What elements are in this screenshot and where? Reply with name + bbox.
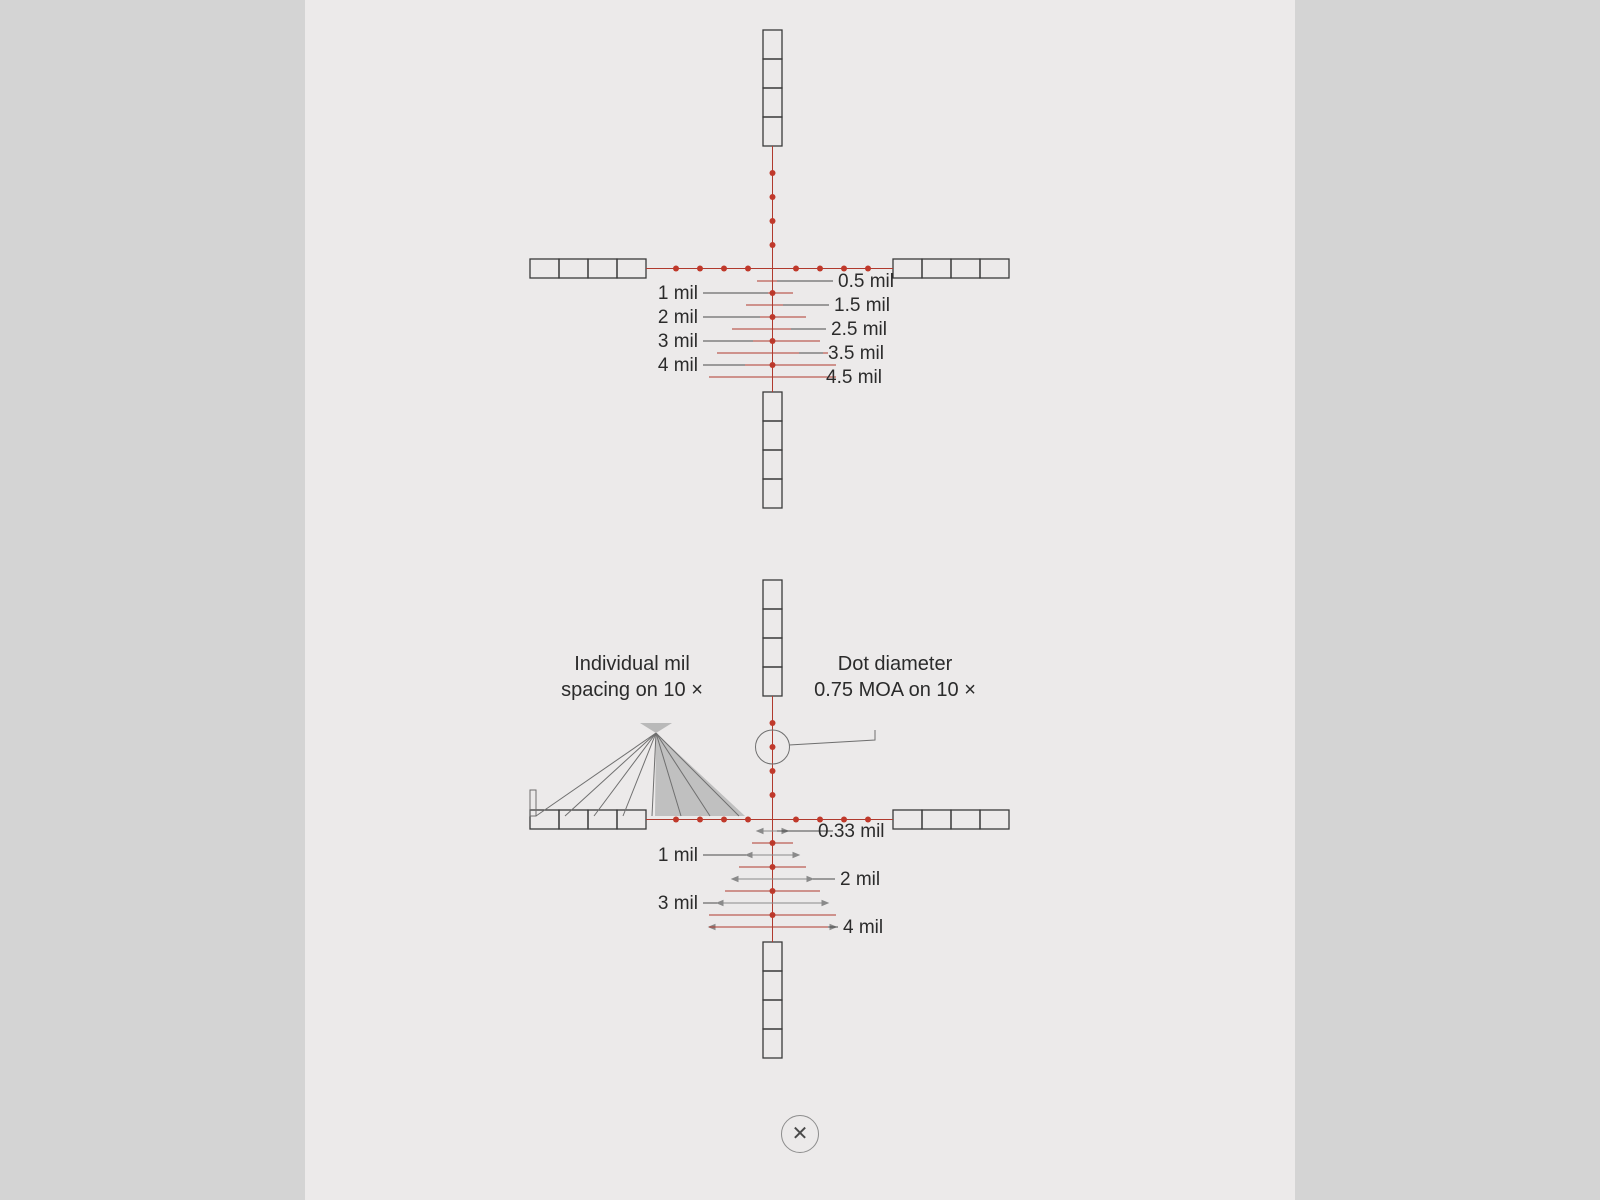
bottom-reticle-svg [305, 545, 1295, 1090]
top-right-label-1: 0.5 mil [838, 271, 894, 292]
note-left-line2: spacing on 10 × [561, 679, 703, 701]
top-reticle-svg [305, 0, 1295, 540]
bottom-right-label-2: 2 mil [840, 869, 881, 890]
horizontal-left-post [530, 259, 646, 278]
mil-spacing-fan [530, 723, 745, 816]
vertical-top-post [763, 30, 782, 146]
vertical-top-post [763, 580, 782, 696]
top-left-label-1: 1 mil [657, 283, 698, 304]
close-icon: ✕ [791, 1123, 809, 1145]
bottom-left-label-1: 1 mil [657, 845, 698, 866]
note-right-line2: 0.75 MOA on 10 × [814, 679, 976, 701]
bottom-left-label-2: 3 mil [657, 893, 698, 914]
top-left-label-3: 3 mil [657, 331, 698, 352]
horizontal-right-post [893, 810, 1009, 829]
vertical-bottom-post [763, 392, 782, 508]
note-left-line1: Individual mil [574, 653, 690, 675]
horizontal-left-post [530, 810, 646, 829]
bottom-right-label-1: 0.33 mil [818, 821, 885, 842]
bottom-reticle-panel [305, 545, 1295, 1090]
top-reticle-panel [305, 0, 1295, 540]
horizontal-right-post [893, 259, 1009, 278]
bottom-right-label-3: 4 mil [843, 917, 884, 938]
note-right-line1: Dot diameter [837, 653, 953, 675]
close-button[interactable] [781, 1115, 819, 1153]
vertical-bottom-post [763, 942, 782, 1058]
top-left-label-4: 4 mil [657, 355, 698, 376]
top-right-label-2: 1.5 mil [834, 295, 890, 316]
top-right-label-4: 3.5 mil [828, 343, 884, 364]
top-right-label-5: 4.5 mil [826, 367, 882, 388]
top-right-label-3: 2.5 mil [831, 319, 887, 340]
top-left-label-2: 2 mil [657, 307, 698, 328]
